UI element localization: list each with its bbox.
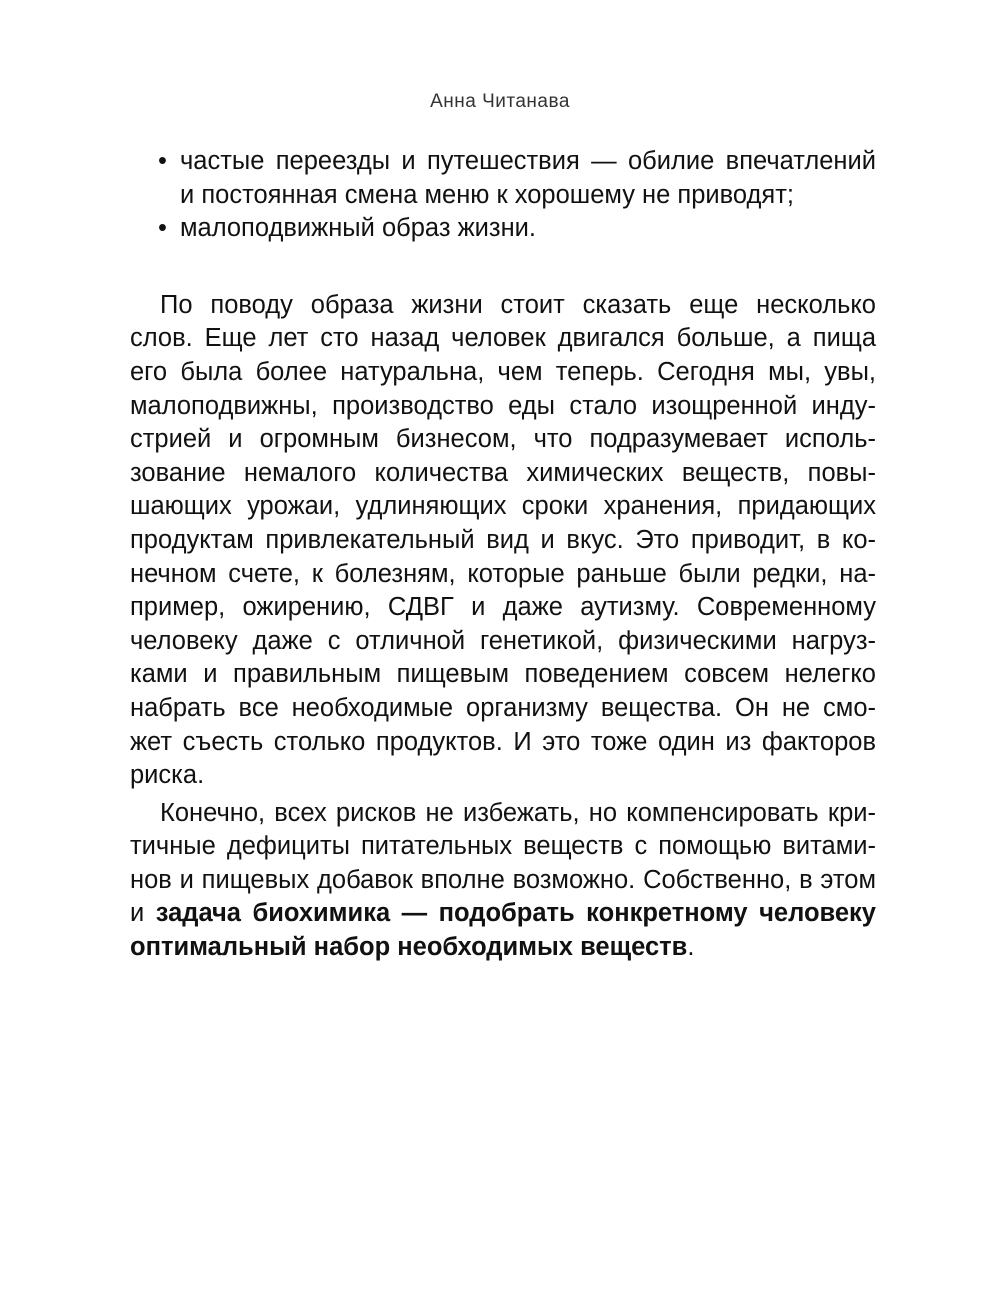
paragraph-line: нов и пищевых добавок вполне возможно. Собственно, в этом <box>130 865 876 894</box>
paragraph-line: тичные дефициты питательных веществ с помощью витами- <box>130 832 876 861</box>
paragraph-text: и <box>130 899 156 928</box>
paragraph-line: продуктам привлекательный вид и вкус. Это приводит, в ко- <box>130 525 876 554</box>
paragraph-line <box>130 897 876 931</box>
bullet-line: частые переезды и путешествия — обилие впечатлений <box>180 147 876 175</box>
paragraph-line: слов. Еще лет сто назад человек двигался больше, а пища <box>130 324 876 353</box>
paragraph-biochemist-task <box>130 797 876 965</box>
paragraph-line <box>130 931 876 965</box>
paragraph-line: риска. <box>130 761 205 790</box>
bullet-icon: • <box>158 147 167 175</box>
bold-emphasis: оптимальный набор необходимых веществ <box>130 933 688 962</box>
page-body <box>130 145 876 965</box>
paragraph-line: ками и правильным пищевым поведением совсем нелегко <box>130 660 876 689</box>
paragraph-line: человеку даже с отличной генетикой, физическими нагруз- <box>130 626 876 655</box>
paragraph-line: зование немалого количества химических веществ, повы- <box>130 458 876 487</box>
paragraph-line: его была более натуральна, чем теперь. Сегодня мы, увы, <box>130 357 876 386</box>
bullet-line: и постоянная смена меню к хорошему не приводят; <box>180 180 794 209</box>
paragraph-text: . <box>687 933 695 962</box>
bullet-item <box>130 212 876 246</box>
paragraph-line: малоподвижны, производство еды стало изощренной инду- <box>130 391 876 420</box>
running-head-author: Анна Читанава <box>430 91 570 112</box>
paragraph-line: жет съесть столько продуктов. И это тоже один из факторов <box>130 727 876 756</box>
bullet-list <box>130 145 876 246</box>
paragraph-line: Конечно, всех рисков не избежать, но компенсировать кри- <box>160 798 876 827</box>
bullet-line: малоподвижный образ жизни. <box>180 214 537 243</box>
paragraph-line: шающих урожаи, удлиняющих сроки хранения, придающих <box>130 492 876 521</box>
bullet-item <box>130 145 876 212</box>
paragraph-line: пример, ожирению, СДВГ и даже аутизму. Современному <box>130 593 876 622</box>
bullet-icon: • <box>158 214 167 243</box>
paragraph-line: нечном счете, к болезням, которые раньше были редки, на- <box>130 559 876 588</box>
bold-emphasis: задача биохимика — подобрать конкретному человеку <box>155 899 876 928</box>
paragraph-lifestyle <box>130 289 876 793</box>
paragraph-line: набрать все необходимые организму вещества. Он не смо- <box>130 693 876 722</box>
paragraph-line: По поводу образа жизни стоит сказать еще несколько <box>160 290 876 319</box>
paragraph-line: стрией и огромным бизнесом, что подразумевает исполь- <box>130 425 876 454</box>
